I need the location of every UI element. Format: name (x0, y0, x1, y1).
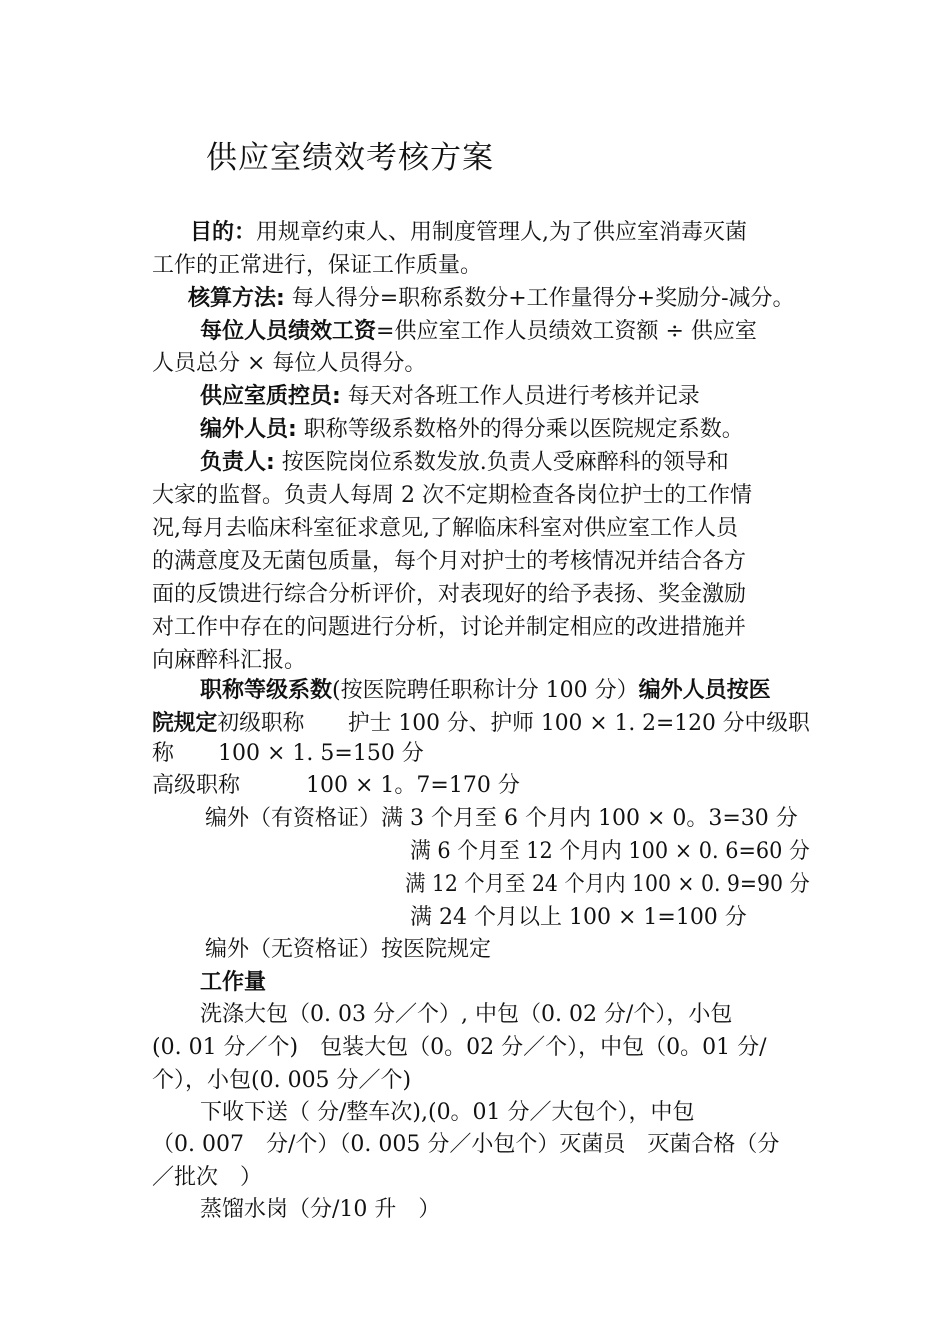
extra-staff-paragraph (200, 417, 744, 443)
grade-extra-tier: 满 24 个月以上 100 × 1=100 分 (410, 905, 747, 930)
grade-senior: 高级职称 100 × 1。7=170 分 (152, 773, 520, 798)
extra-staff-text: 职称等级系数格外的得分乘以医院规定系数。 (296, 417, 744, 442)
qc-text: 每天对各班工作人员进行考核并记录 (340, 384, 700, 409)
grade-paragraph (200, 678, 771, 704)
purpose-paragraph (190, 220, 747, 246)
grade-label-extra: 编外人员按医 (638, 678, 771, 703)
workload-heading: 工作量 (200, 970, 267, 995)
workload-line: 蒸馏水岗（分/10 升 ） (200, 1197, 441, 1222)
document-title: 供应室绩效考核方案 (206, 140, 494, 176)
workload-line: ／批次 ） (152, 1165, 263, 1190)
workload-line: 个），小包(0. 005 分／个) (152, 1068, 412, 1093)
salary-text: =供应室工作人员绩效工资额 ÷ 供应室 (376, 319, 757, 344)
purpose-label: 目的： (190, 220, 257, 245)
qc-label: 供应室质控员: (200, 384, 341, 409)
workload-line: 下收下送（ 分/整车次),(0。01 分／大包个），中包 (200, 1100, 695, 1125)
grade-extra-uncertified: 编外（无资格证）按医院规定 (205, 937, 492, 962)
calc-label: 核算方法: (188, 286, 285, 311)
workload-line: 洗涤大包（0. 03 分／个）, 中包（0. 02 分/个），小包 (200, 1002, 733, 1027)
leader-line: 面的反馈进行综合分析评价，对表现好的给予表扬、奖金激励 (152, 582, 747, 607)
salary-line: 人员总分 × 每位人员得分。 (152, 351, 427, 376)
purpose-text: 用规章约束人、用制度管理人,为了供应室消毒灭菌 (256, 220, 748, 245)
salary-paragraph (200, 319, 757, 345)
grade-extra-tier: 满 12 个月至 24 个月内 100 × 0. 9=90 分 (405, 872, 810, 897)
grade-paren: (按医院聘任职称计分 100 分） (332, 678, 639, 703)
salary-label: 每位人员绩效工资 (200, 319, 377, 344)
grade-line: 称 100 × 1. 5=150 分 (152, 741, 424, 766)
grade-junior: 初级职称 护士 100 分、护师 100 × 1. 2=120 分中级职 (217, 711, 810, 736)
leader-text: 按医院岗位系数发放.负责人受麻醉科的领导和 (274, 450, 729, 475)
calc-text: 每人得分=职称系数分+工作量得分+奖励分-减分。 (284, 286, 795, 311)
grade-line (152, 711, 810, 737)
grade-label-extra-cont: 院规定 (152, 711, 218, 736)
grade-extra-certified: 编外（有资格证）满 3 个月至 6 个月内 100 × 0。3=30 分 (205, 806, 798, 831)
grade-label: 职称等级系数 (200, 678, 333, 703)
extra-staff-label: 编外人员: (200, 417, 297, 442)
purpose-line: 工作的正常进行，保证工作质量。 (152, 253, 483, 278)
leader-line: 的满意度及无菌包质量，每个月对护士的考核情况并结合各方 (152, 549, 747, 574)
calc-method (188, 286, 795, 312)
leader-line: 况,每月去临床科室征求意见,了解临床科室对供应室工作人员 (152, 516, 738, 541)
leader-label: 负责人: (200, 450, 275, 475)
workload-line: （0. 007 分/个）（0. 005 分／小包个）灭菌员 灭菌合格（分 (152, 1132, 780, 1157)
qc-paragraph (200, 384, 700, 410)
leader-line: 向麻醉科汇报。 (152, 648, 307, 673)
leader-line: 对工作中存在的问题进行分析，讨论并制定相应的改进措施并 (152, 615, 747, 640)
leader-line: 大家的监督。负责人每周 2 次不定期检查各岗位护士的工作情 (152, 483, 752, 508)
workload-line: (0. 01 分／个) 包装大包（0。02 分／个），中包（0。01 分/ (152, 1035, 767, 1060)
grade-extra-tier: 满 6 个月至 12 个月内 100 × 0. 6=60 分 (410, 839, 810, 864)
leader-paragraph (200, 450, 729, 476)
